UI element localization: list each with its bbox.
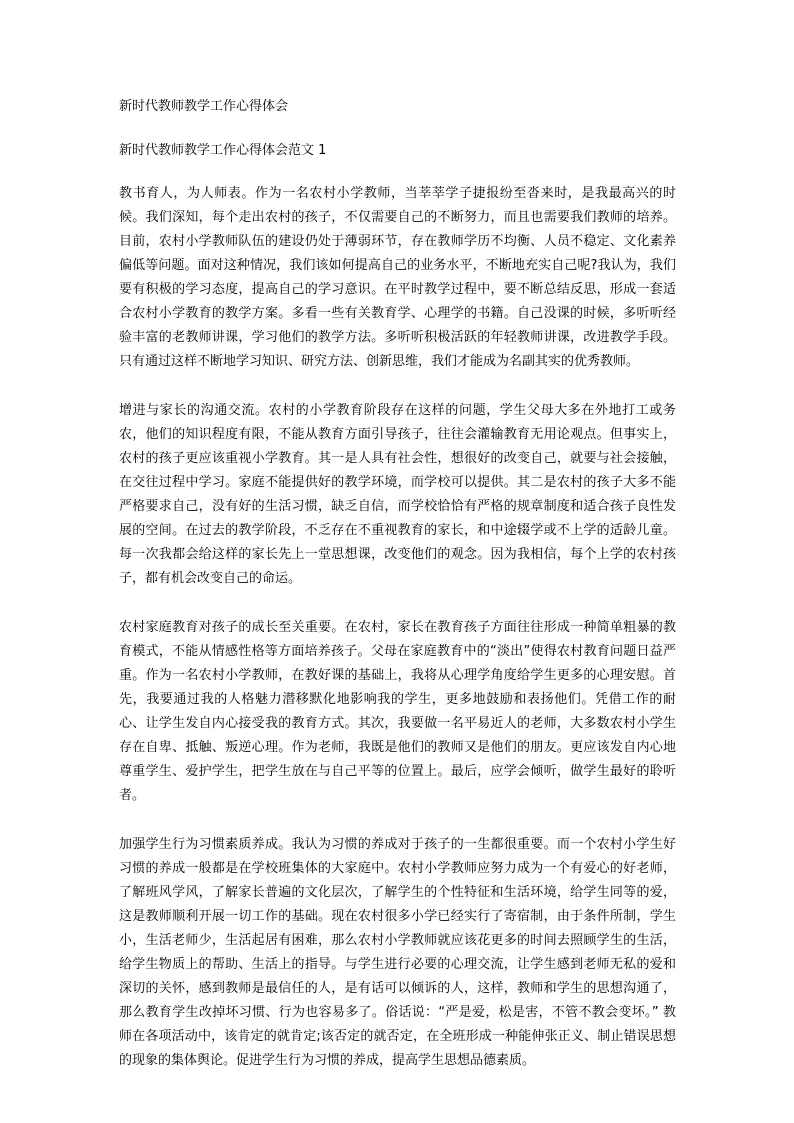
paragraph-teaching-attitude: 教书育人，为人师表。作为一名农村小学教师，当莘莘学子捷报纷至沓来时，是我最高兴的时候。我们深知，每个走出农村的孩子，不仅需要自己的不断努力，而且也需要我们教师的培养。目前，农村小学教师队伍的建设仍处于薄弱环节，存在教师学历不均衡、人员不稳定、文化素养偏低等问题。面对这种情况，我们该如何提高自己的业务水平，不断地充实自己呢?我认为，我们要有积极的学习态度，提高自己的学习意识。在平时教学过程中，要不断总结反思，形成一套适合农村小学教育的教学方案。多看一些有关教育学、心理学的书籍。自己没课的时候，多听听经验丰富的老教师讲课，学习他们的教学方法。多听听积极活跃的年轻教师讲课，改进教学手段。只有通过这样不断地学习知识、研究方法、创新思维，我们才能成为名副其实的优秀教师。 [119, 186, 676, 369]
paragraph-parent-communication: 增进与家长的沟通交流。农村的小学教育阶段存在这样的问题，学生父母大多在外地打工或务农，他们的知识程度有限，不能从教育方面引导孩子，往往会灌输教育无用论观点。但事实上，农村的孩子更应该重视小学教育。其一是人具有社会性，想很好的改变自己，就要与社会接触，在交往过程中学习。家庭不能提供好的教学环境，而学校可以提供。其二是农村的孩子大多不能严格要求自己，没有好的生活习惯，缺乏自信，而学校恰恰有严格的规章制度和适合孩子良性发展的空间。在过去的教学阶段，不乏存在不重视教育的家长，和中途辍学或不上学的适龄儿童。每一次我都会给这样的家长先上一堂思想课，改变他们的观念。因为我相信，每个上学的农村孩子，都有机会改变自己的命运。 [119, 403, 676, 586]
document-subtitle: 新时代教师教学工作心得体会范文 1 [119, 143, 327, 158]
document-content [119, 92, 676, 1073]
paragraph-family-education: 农村家庭教育对孩子的成长至关重要。在农村，家长在教育孩子方面往往形成一种简单粗暴的教育模式，不能从情感性格等方面培养孩子。父母在家庭教育中的“淡出”使得农村教育问题日益严重。作为一名农村小学教师，在教好课的基础上，我将从心理学角度给学生更多的心理安慰。首先，我要通过我的人格魅力潜移默化地影响我的学生，更多地鼓励和表扬他们。凭借工作的耐心、让学生发自内心接受我的教育方式。其次，我要做一名平易近人的老师，大多数农村小学生存在自卑、抵触、叛逆心理。作为老师，我既是他们的教师又是他们的朋友。更应该发自内心地尊重学生、爱护学生，把学生放在与自己平等的位置上。最后，应学会倾听，做学生最好的聆听者。 [119, 620, 676, 803]
paragraph-behavior-habits: 加强学生行为习惯素质养成。我认为习惯的养成对于孩子的一生都很重要。而一个农村小学生好习惯的养成一般都是在学校班集体的大家庭中。农村小学教师应努力成为一个有爱心的好老师，了解班风学风，了解家长普遍的文化层次，了解学生的个性特征和生活环境，给学生同等的爱，这是教师顺利开展一切工作的基础。现在农村很多小学已经实行了寄宿制，由于条件所制，学生小，生活老师少，生活起居有困难，那么农村小学教师就应该花更多的时间去照顾学生的生活，给学生物质上的帮助、生活上的指导。与学生进行必要的心理交流，让学生感到老师无私的爱和深切的关怀，感到教师是最信任的人，是有话可以倾诉的人，这样，教师和学生的思想沟通了，那么教育学生改掉坏习惯、行为也容易多了。俗话说：“严是爱，松是害，不管不教会变坏。” 教师在各项活动中，该肯定的就肯定;该否定的就否定，在全班形成一种能伸张正义、制止错误思想的现象的集体舆论。促进学生行为习惯的养成，提高学生思想品德素质。 [119, 837, 676, 1068]
document-title: 新时代教师教学工作心得体会 [119, 99, 289, 114]
